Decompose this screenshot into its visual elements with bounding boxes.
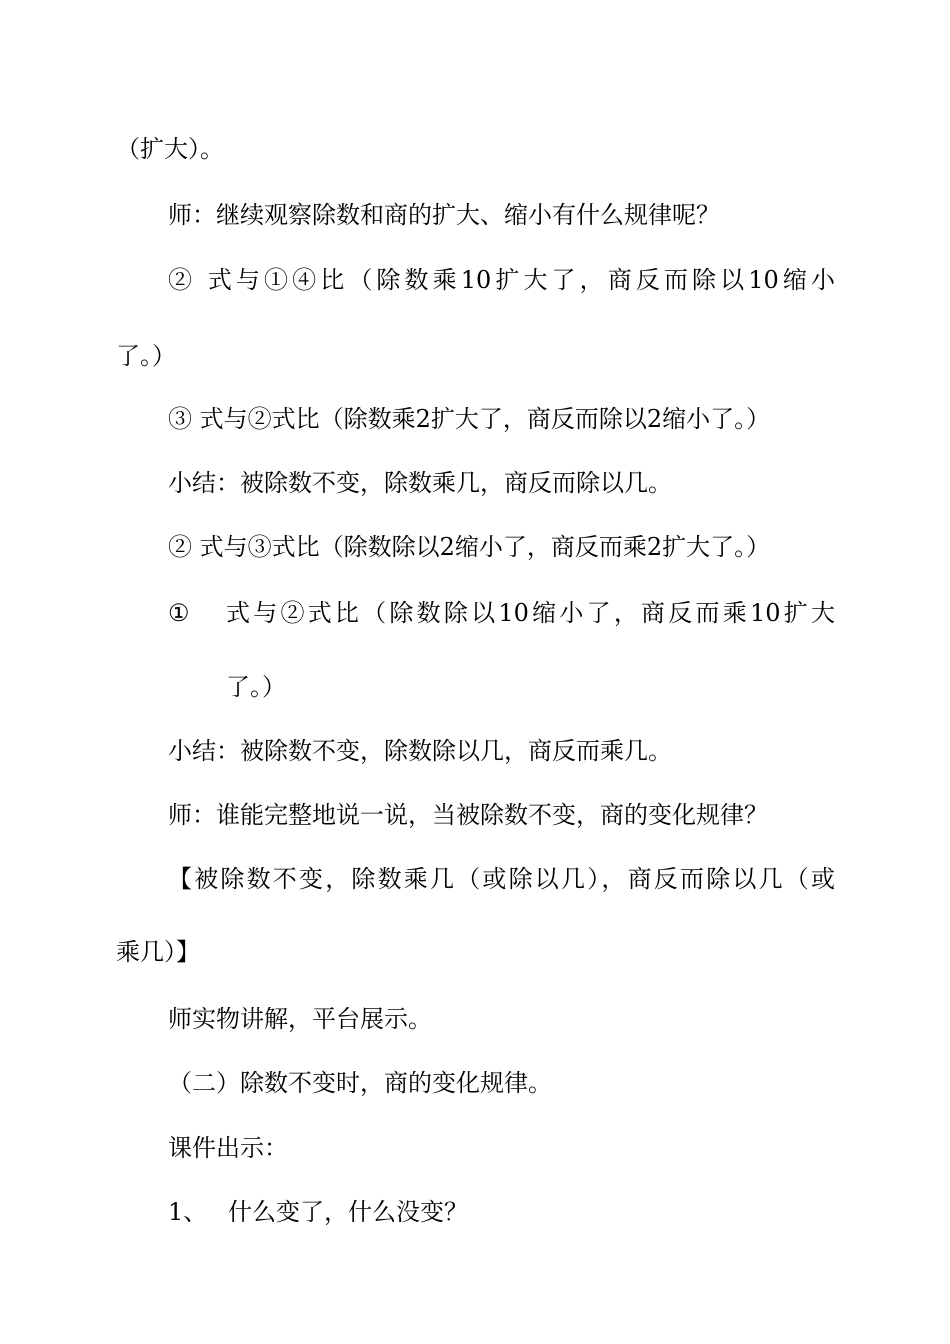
text-line-6: 小结：被除数不变，除数乘几，商反而除以几。 <box>168 469 672 497</box>
list-marker-2: 1、 <box>168 1198 208 1226</box>
text-line-3: ② 式与①④比（除数乘10扩大了，商反而除以10缩小 <box>168 266 835 294</box>
list-marker-1: ① <box>168 599 190 627</box>
text-line-2: 师：继续观察除数和商的扩大、缩小有什么规律呢？ <box>168 201 720 229</box>
text-line-14: 师实物讲解，平台展示。 <box>168 1005 432 1033</box>
text-line-13: 乘几）】 <box>116 938 200 966</box>
text-line-15: （二）除数不变时，商的变化规律。 <box>168 1069 552 1097</box>
text-line-4: 了。） <box>116 342 176 370</box>
text-line-1: （扩大）。 <box>116 135 224 163</box>
text-line-5: ③ 式与②式比（除数乘2扩大了，商反而除以2缩小了。） <box>168 405 771 433</box>
text-line-8: 式与②式比（除数除以10缩小了，商反而乘10扩大 <box>226 599 835 627</box>
text-line-11: 师：谁能完整地说一说，当被除数不变，商的变化规律？ <box>168 801 768 829</box>
text-line-10: 小结：被除数不变，除数除以几，商反而乘几。 <box>168 737 672 765</box>
text-line-12: 【被除数不变，除数乘几（或除以几），商反而除以几（或 <box>168 865 835 893</box>
text-line-9: 了。） <box>226 673 286 701</box>
text-line-16: 课件出示： <box>168 1134 288 1162</box>
text-line-17: 什么变了，什么没变？ <box>228 1198 468 1226</box>
text-line-7: ② 式与③式比（除数除以2缩小了，商反而乘2扩大了。） <box>168 533 771 561</box>
